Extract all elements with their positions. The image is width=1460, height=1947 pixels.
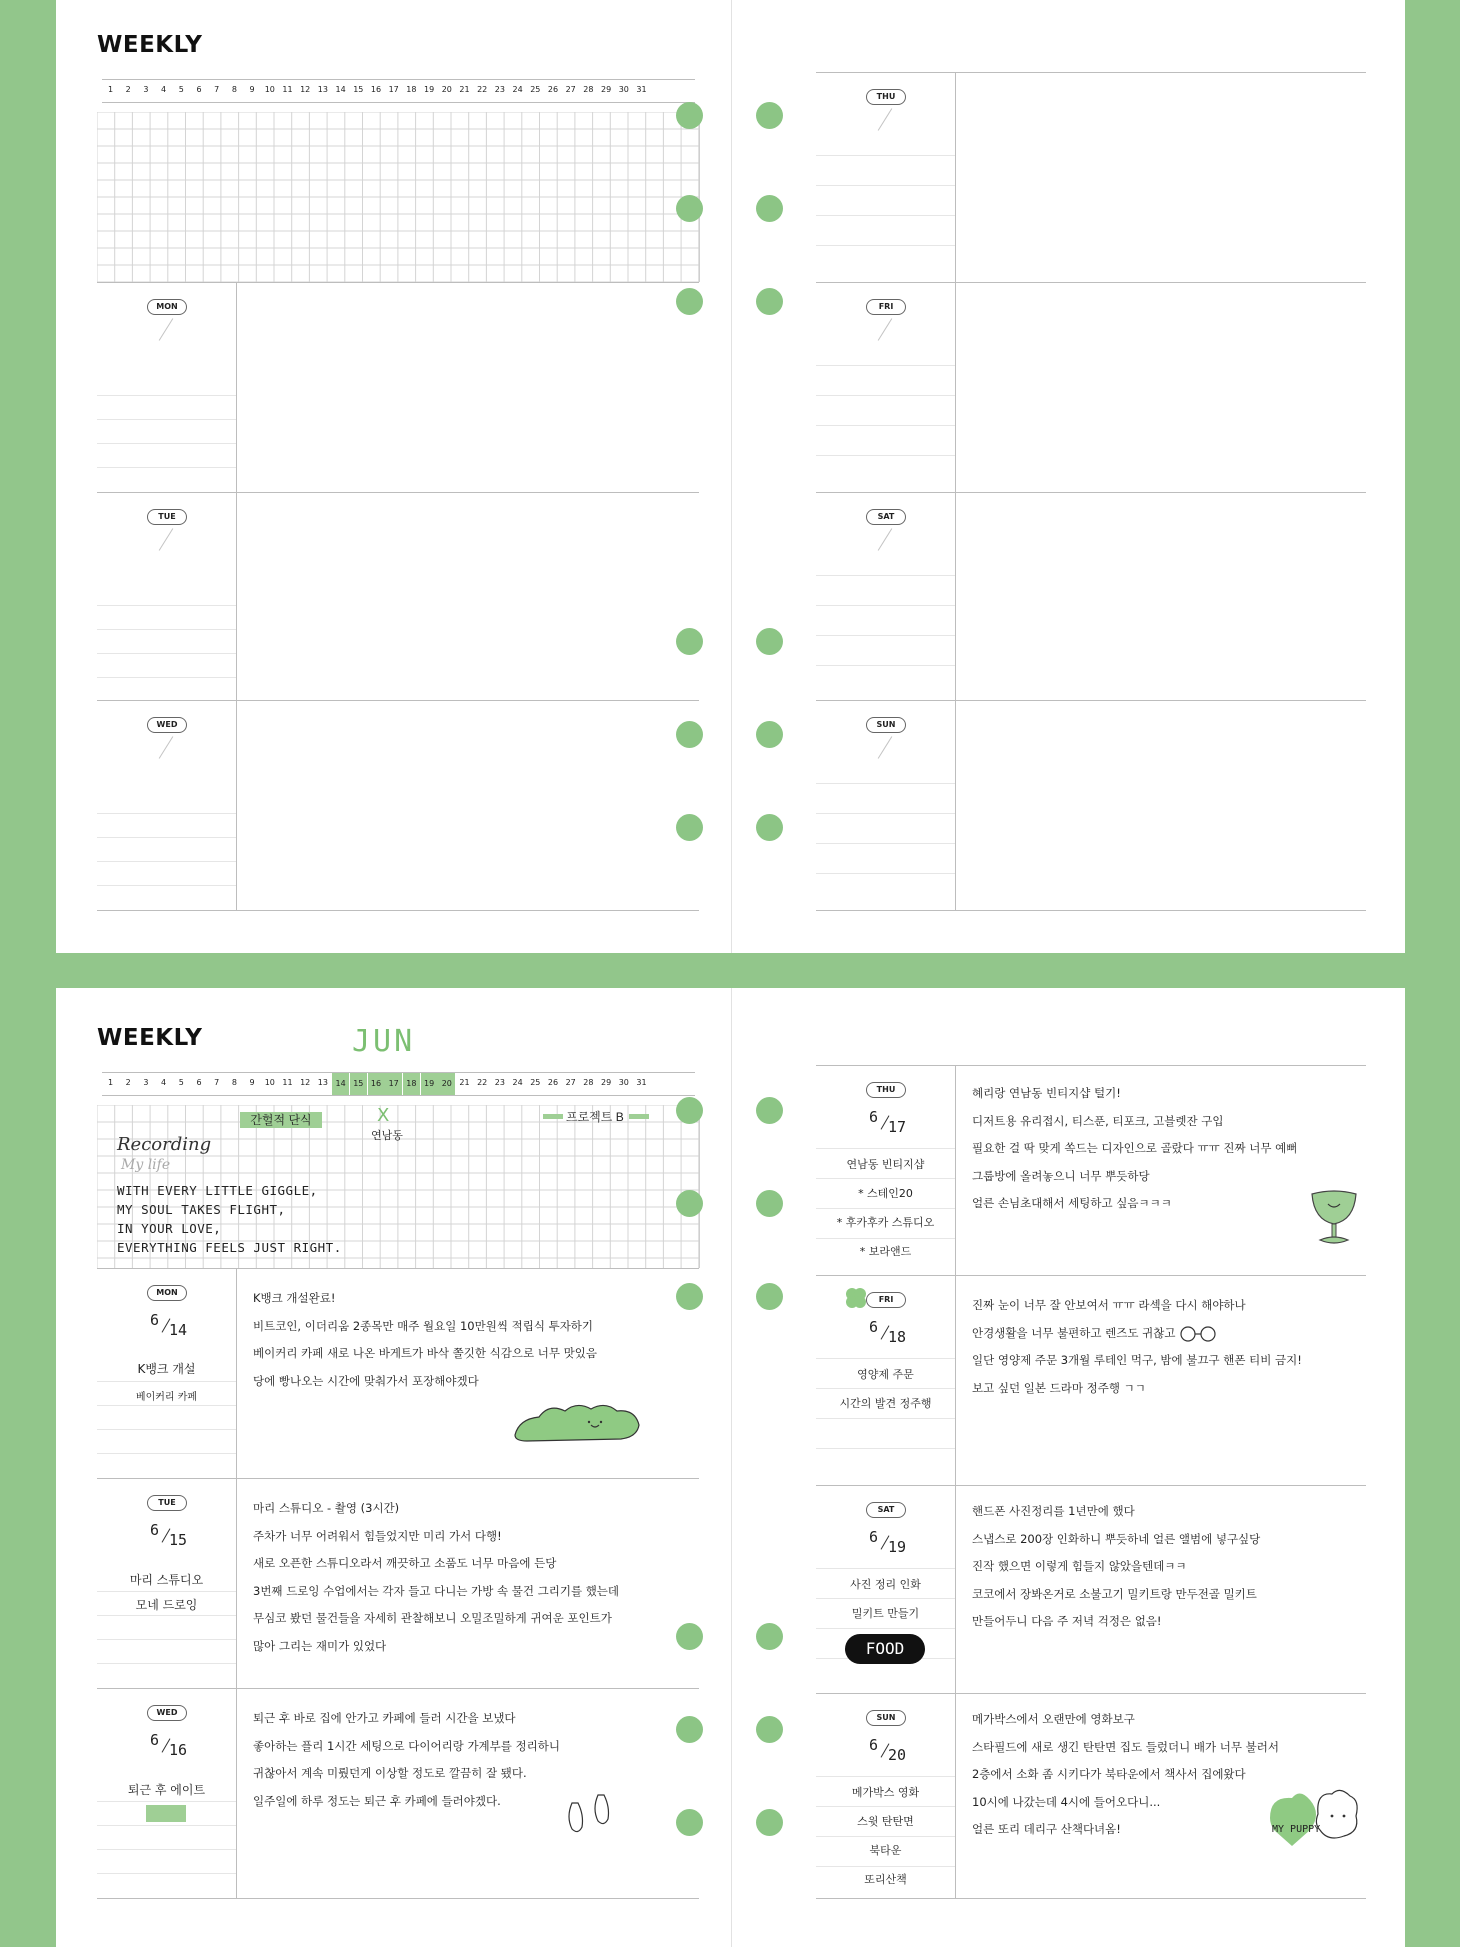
date-slash	[159, 318, 174, 341]
day-pill: SUN	[866, 1710, 906, 1726]
day-number: 30	[618, 1078, 629, 1087]
day-pill: SAT	[866, 509, 906, 525]
day-number: 5	[178, 1078, 184, 1087]
day-number: 31	[636, 85, 647, 94]
quote-block	[117, 1181, 342, 1257]
side-note: 모네 드로잉	[135, 1598, 198, 1612]
day-section-thu[interactable]	[816, 1065, 1366, 1276]
side-note: K뱅크 개설	[137, 1362, 196, 1376]
day-number: 1	[107, 85, 114, 94]
journal-line: 안경생활을 너무 불편하고 렌즈도 귀찮고	[972, 1325, 1176, 1340]
day-number: 26	[547, 1078, 559, 1087]
day-number: 21	[459, 1078, 470, 1087]
day-number: 16	[368, 1073, 385, 1095]
page-fold	[731, 0, 732, 953]
day-number: 20	[441, 85, 452, 94]
day-number: 15	[350, 1073, 367, 1095]
journal-line: 진작 했으면 이렇게 힘들지 않았을텐데ㅋㅋ	[972, 1559, 1187, 1573]
day-number: 17	[385, 1073, 402, 1095]
bottom-rule	[816, 910, 1366, 911]
day-side-column	[97, 1269, 237, 1479]
habit-label-project-b: 프로젝트 B	[566, 1110, 624, 1124]
habit-bar-fasting: 간헐적 단식	[240, 1112, 322, 1128]
journal-line: 코코에서 장봐온거로 소불고기 밀키트랑 만두전골 밀키트	[972, 1586, 1257, 1601]
day-side-column	[97, 1479, 237, 1689]
journal-line: 3번째 드로잉 수업에서는 각자 들고 다니는 가방 속 물건 그리기를 했는데	[253, 1583, 620, 1598]
day-number: 14	[332, 1073, 349, 1095]
side-note: 스윗 탄탄면	[857, 1815, 914, 1828]
date-stamp: 6 17	[869, 1108, 907, 1136]
day-number: 27	[565, 1078, 576, 1087]
day-journal	[253, 1285, 691, 1395]
day-section-wed[interactable]	[97, 700, 699, 911]
side-note: 북타운	[869, 1844, 902, 1857]
journal-line: 당에 빵나오는 시간에 맞춰가서 포장해야겠다	[253, 1373, 479, 1388]
journal-line: 만들어두니 다음 주 저녁 걱정은 없음!	[972, 1614, 1162, 1628]
journal-line: 보고 싶던 일본 드라마 정주행 ㄱㄱ	[972, 1380, 1146, 1395]
side-note: 사진 정리 인화	[850, 1578, 921, 1591]
binder-hole	[756, 1716, 783, 1743]
date-stamp: 6 14	[150, 1311, 188, 1339]
day-number: 28	[583, 1078, 594, 1087]
day-number: 19	[424, 85, 435, 94]
side-note: 메가박스 영화	[851, 1786, 920, 1799]
date-slash	[878, 318, 893, 341]
day-number: 12	[300, 1078, 311, 1087]
page-title: WEEKLY	[97, 1025, 203, 1051]
bottom-rule	[816, 1898, 1366, 1899]
binder-hole	[756, 195, 783, 222]
day-side-column	[816, 701, 956, 911]
blank-weekly-sheet	[56, 0, 1405, 953]
quote-line: MY SOUL TAKES FLIGHT,	[117, 1202, 286, 1217]
day-number: 13	[317, 85, 328, 94]
day-side-column	[816, 1486, 956, 1694]
date-stamp: 6 18	[869, 1318, 907, 1346]
day-section-sat[interactable]	[816, 492, 1366, 701]
binder-hole	[756, 1190, 783, 1217]
day-pill: THU	[866, 89, 906, 105]
day-number: 8	[231, 1078, 237, 1087]
day-side-column	[816, 73, 956, 283]
month-doodle: JUN	[352, 1024, 416, 1059]
day-number: 7	[214, 1078, 220, 1087]
journal-line: 필요한 걸 딱 맞게 쏙드는 디자인으로 골랐다 ㅠㅠ 진짜 너무 예뻐	[972, 1141, 1298, 1155]
day-side-column	[816, 1694, 956, 1899]
day-number: 18	[403, 1073, 420, 1095]
day-number: 29	[601, 1078, 612, 1087]
day-number: 25	[530, 85, 541, 94]
day-number: 12	[300, 85, 311, 94]
day-number: 27	[565, 85, 576, 94]
page-title: WEEKLY	[97, 32, 203, 58]
binder-hole	[756, 102, 783, 129]
day-number: 14	[335, 85, 346, 94]
day-number: 22	[477, 1078, 488, 1087]
day-number: 9	[249, 85, 255, 94]
habit-bar-left	[543, 1114, 563, 1119]
journal-line: 많아 그리는 재미가 있었다	[253, 1638, 387, 1653]
binder-hole	[676, 1097, 703, 1124]
day-pill: WED	[147, 717, 187, 733]
side-note: 퇴근 후 에이트	[127, 1783, 206, 1797]
side-note: 마리 스튜디오	[129, 1573, 204, 1587]
journal-line: 얼른 손님초대해서 세팅하고 싶음ㅋㅋㅋ	[972, 1196, 1172, 1210]
filled-weekly-sheet	[56, 988, 1405, 1947]
footprints-doodle	[562, 1789, 622, 1841]
journal-line: 그룹방에 올려놓으니 너무 뿌듯하당	[972, 1168, 1150, 1183]
day-number: 7	[214, 85, 220, 94]
journal-line: 스타필드에 새로 생긴 탄탄면 집도 들렀더니 배가 너무 불러서	[972, 1739, 1279, 1754]
day-number: 11	[282, 1078, 293, 1087]
day-pill: SUN	[866, 717, 906, 733]
quote-line: IN YOUR LOVE,	[117, 1221, 222, 1236]
date-stamp: 6 20	[869, 1736, 907, 1764]
day-number: 3	[143, 1078, 149, 1087]
journal-line: 2층에서 소화 좀 시키다가 북타운에서 책사서 집에왔다	[972, 1767, 1246, 1781]
day-journal	[972, 1080, 1358, 1218]
day-pill: TUE	[147, 509, 187, 525]
journal-line: 일단 영양제 주문 3개월 루테인 먹구, 밤에 불끄구 핸폰 티비 금지!	[972, 1353, 1302, 1367]
day-number: 10	[264, 1078, 275, 1087]
day-side-column	[816, 283, 956, 493]
journal-line: 주차가 너무 어려워서 힘들었지만 미리 가서 다행!	[253, 1528, 502, 1543]
date-slash	[159, 528, 174, 551]
journal-line: 귀찮아서 계속 미뤘던게 이상할 정도로 깔끔히 잘 됐다.	[253, 1766, 527, 1780]
side-note: 또리산책	[864, 1873, 907, 1886]
day-section-sun[interactable]	[816, 1693, 1366, 1899]
day-number: 24	[512, 1078, 523, 1087]
day-section-mon[interactable]	[97, 1268, 699, 1479]
baguette-sticker	[509, 1397, 645, 1445]
puppy-sticker	[1266, 1784, 1362, 1854]
journal-line: 스냅스로 200장 인화하니 뿌듯하네 얼른 앨범에 넣구싶당	[972, 1531, 1261, 1546]
day-number: 23	[494, 85, 505, 94]
day-number: 28	[583, 85, 594, 94]
side-note: 밀키트 만들기	[851, 1607, 920, 1620]
date-stamp: 6 15	[150, 1521, 188, 1549]
journal-line: 좋아하는 플리 1시간 세팅으로 다이어리랑 가계부를 정리하니	[253, 1738, 560, 1753]
day-section-wed[interactable]	[97, 1688, 699, 1899]
binder-hole	[756, 1809, 783, 1836]
binder-hole	[676, 195, 703, 222]
day-side-column	[97, 493, 237, 701]
journal-line: 비트코인, 이더리움 2종목만 매주 월요일 10만원씩 적립식 투자하기	[253, 1318, 594, 1333]
day-section-tue[interactable]	[97, 1478, 699, 1689]
day-side-column	[816, 1066, 956, 1276]
day-number: 21	[459, 85, 470, 94]
highlighter-sticker	[146, 1805, 186, 1822]
date-slash	[878, 528, 893, 551]
day-number: 4	[161, 1078, 167, 1087]
binder-hole	[756, 1283, 783, 1310]
day-number: 8	[231, 85, 237, 94]
bottom-rule	[97, 910, 699, 911]
day-number: 29	[601, 85, 612, 94]
day-number: 16	[370, 85, 382, 94]
side-note: 영양제 주문	[857, 1368, 914, 1381]
page-fold	[731, 988, 732, 1947]
journal-line: K뱅크 개설완료!	[253, 1291, 336, 1305]
journal-line: 퇴근 후 바로 집에 안가고 카페에 들러 시간을 보냈다	[253, 1711, 516, 1725]
binder-hole	[676, 288, 703, 315]
quote-line: EVERYTHING FEELS JUST RIGHT.	[117, 1240, 342, 1255]
binder-hole	[676, 628, 703, 655]
day-section-thu[interactable]	[816, 72, 1366, 283]
day-pill: MON	[147, 1285, 187, 1301]
day-number: 11	[282, 85, 293, 94]
recording-subtitle: My life	[121, 1157, 171, 1173]
recording-title: Recording	[117, 1134, 212, 1155]
day-pill: SAT	[866, 1502, 906, 1518]
journal-line: 무심코 봤던 물건들을 자세히 관찰해보니 오밀조밀하게 귀여운 포인트가	[253, 1611, 612, 1625]
journal-line: 새로 오픈한 스튜디오라서 깨끗하고 소품도 너무 마음에 든당	[253, 1556, 557, 1570]
day-side-column	[816, 493, 956, 701]
day-number: 13	[317, 1078, 328, 1087]
day-number: 15	[353, 85, 364, 94]
side-note: * 후카후카 스튜디오	[836, 1216, 935, 1229]
month-day-numbers	[102, 1072, 695, 1096]
binder-hole	[756, 628, 783, 655]
journal-line: 디저트용 유리접시, 티스푼, 티포크, 고블렛잔 구입	[972, 1113, 1224, 1128]
day-number: 2	[125, 1078, 131, 1087]
day-section-fri[interactable]	[816, 282, 1366, 493]
grid-lines	[97, 112, 699, 282]
day-journal	[253, 1705, 691, 1815]
side-note: * 보라앤드	[859, 1245, 912, 1258]
day-number: 6	[196, 1078, 202, 1087]
date-stamp: 6 19	[869, 1528, 907, 1556]
day-number: 18	[406, 85, 417, 94]
day-number: 9	[249, 1078, 255, 1087]
month-day-numbers	[102, 79, 695, 103]
day-number: 1	[107, 1078, 114, 1087]
day-side-column	[816, 1276, 956, 1486]
day-number: 20	[438, 1073, 455, 1095]
journal-line: 10시에 나갔는데 4시에 들어오다니...	[972, 1794, 1161, 1809]
day-side-column	[97, 701, 237, 911]
side-note: 시간의 발견 정주행	[839, 1397, 932, 1410]
habit-label-yeonnam: 연남동	[371, 1130, 403, 1142]
journal-line: 얼른 또리 데리구 산책다녀옴!	[972, 1822, 1121, 1836]
food-sticker: FOOD	[845, 1634, 925, 1664]
day-pill: THU	[866, 1082, 906, 1098]
day-journal	[972, 1292, 1358, 1402]
day-number: 5	[178, 85, 184, 94]
binder-hole	[756, 1623, 783, 1650]
day-number: 17	[388, 85, 399, 94]
day-side-column	[97, 1689, 237, 1899]
binder-hole	[676, 102, 703, 129]
side-note: 베이커리 카페	[135, 1392, 198, 1403]
day-section-tue[interactable]	[97, 492, 699, 701]
day-number: 4	[161, 85, 167, 94]
day-number: 23	[494, 1078, 505, 1087]
day-pill: WED	[147, 1705, 187, 1721]
date-slash	[878, 736, 893, 759]
glasses-doodle	[1176, 1324, 1220, 1344]
day-side-column	[97, 283, 237, 493]
day-number: 3	[143, 85, 149, 94]
day-number: 26	[547, 85, 559, 94]
journal-line: 메가박스에서 오랜만에 영화보구	[972, 1712, 1135, 1726]
day-number: 31	[636, 1078, 647, 1087]
day-section-sat[interactable]	[816, 1485, 1366, 1694]
day-pill: FRI	[866, 1292, 906, 1308]
quote-line: WITH EVERY LITTLE GIGGLE,	[117, 1183, 318, 1198]
binder-hole	[676, 1716, 703, 1743]
goblet-sticker	[1306, 1186, 1362, 1250]
bottom-rule	[97, 1898, 699, 1899]
date-slash	[159, 736, 174, 759]
binder-hole	[756, 1097, 783, 1124]
binder-hole	[676, 1623, 703, 1650]
binder-hole	[756, 814, 783, 841]
day-section-sun[interactable]	[816, 700, 1366, 911]
habit-x-mark: X	[377, 1105, 390, 1126]
binder-hole	[676, 1809, 703, 1836]
day-number: 30	[618, 85, 629, 94]
binder-hole	[756, 288, 783, 315]
binder-hole	[676, 814, 703, 841]
binder-hole	[676, 1283, 703, 1310]
day-number: 24	[512, 85, 523, 94]
day-journal	[972, 1498, 1358, 1636]
day-pill: MON	[147, 299, 187, 315]
day-number: 6	[196, 85, 202, 94]
side-note: * 스테인20	[858, 1187, 913, 1200]
day-section-fri[interactable]	[816, 1275, 1366, 1486]
side-note: 연남동 빈티지샵	[846, 1158, 925, 1171]
day-section-mon[interactable]	[97, 282, 699, 493]
binder-hole	[676, 1190, 703, 1217]
day-number: 10	[264, 85, 275, 94]
journal-line: 마리 스튜디오 - 촬영 (3시간)	[253, 1501, 400, 1515]
journal-line: 혜리랑 연남동 빈티지샵 털기!	[972, 1086, 1121, 1100]
day-number: 19	[421, 1073, 438, 1095]
habit-grid	[97, 1105, 700, 1268]
binder-hole	[676, 721, 703, 748]
day-journal	[253, 1495, 691, 1660]
day-number: 25	[530, 1078, 541, 1087]
habit-grid	[97, 112, 700, 282]
day-pill: FRI	[866, 299, 906, 315]
date-slash	[878, 108, 893, 131]
date-stamp: 6 16	[150, 1731, 188, 1759]
puppy-label: MY PUPPY	[1272, 1824, 1321, 1835]
journal-line: 일주일에 하루 정도는 퇴근 후 카페에 들러야겠다.	[253, 1793, 501, 1808]
day-number: 22	[477, 85, 488, 94]
day-pill: TUE	[147, 1495, 187, 1511]
habit-bar-right	[629, 1114, 649, 1119]
journal-line: 핸드폰 사진정리를 1년만에 했다	[972, 1504, 1135, 1518]
journal-line: 진짜 눈이 너무 잘 안보여서 ㅠㅠ 라섹을 다시 해야하나	[972, 1298, 1246, 1312]
journal-line: 베이커리 카페 새로 나온 바게트가 바삭 쫄깃한 식감으로 너무 맛있음	[253, 1346, 597, 1360]
day-number: 2	[125, 85, 131, 94]
binder-hole	[756, 721, 783, 748]
